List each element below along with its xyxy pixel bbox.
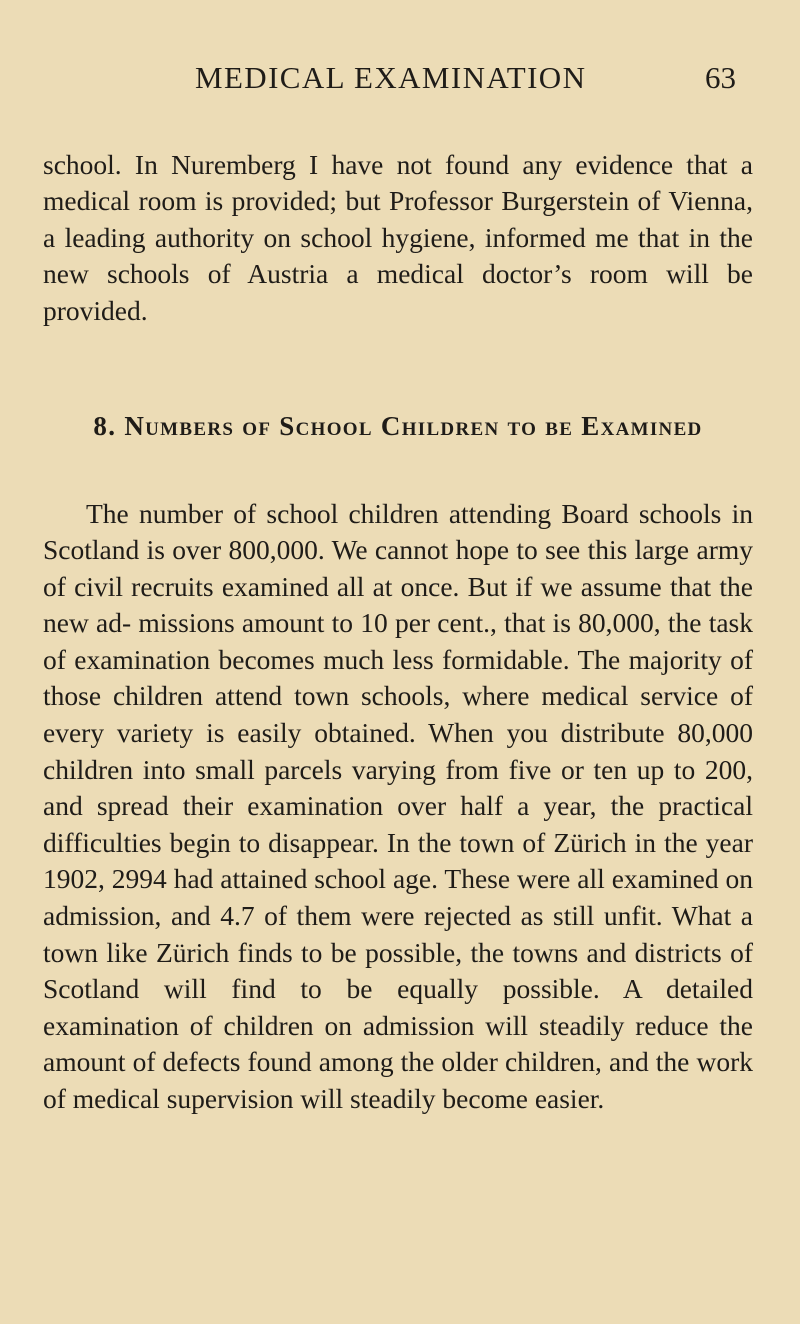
running-head: MEDICAL EXAMINATION [195,60,587,95]
section-heading: 8. Numbers of School Children to be Examined [93,411,703,442]
page-header [0,58,800,98]
page-number: 63 [705,60,736,95]
body-paragraph-2: The number of school children attending Board schools in Scotland is over 800,000. We cannot hope to see this large army of civil recruits examined all at once. But if we assume that the new ad- missions amount to 10 per cent., that is 80,000, the task of examination becomes much less formidable. The majority of those children attend town schools, where medical service of every variety is easily obtained. When you distribute 80,000 children into small parcels varying from five or ten up to 200, and spread their examination over half a year, the practical difficulties begin to disappear. In the town of Zürich in the year 1902, 2994 had attained school age. These were all examined on admission, and 4.7 of them were rejected as still unfit. What a town like Zürich finds to be possible, the towns and districts of Scotland will find to be equally possible. A detailed examination of children on admission will steadily reduce the amount of defects found among the older children, and the work of medical supervision will steadily become easier. [43,497,753,1114]
body-paragraph-1: school. In Nuremberg I have not found any evidence that a medical room is provided; but Professor Burgerstein of Vienna, a leading authority on school hygiene, informed me that in the new schools of Austria a medical doctor’s room will be provided. [43,148,753,326]
